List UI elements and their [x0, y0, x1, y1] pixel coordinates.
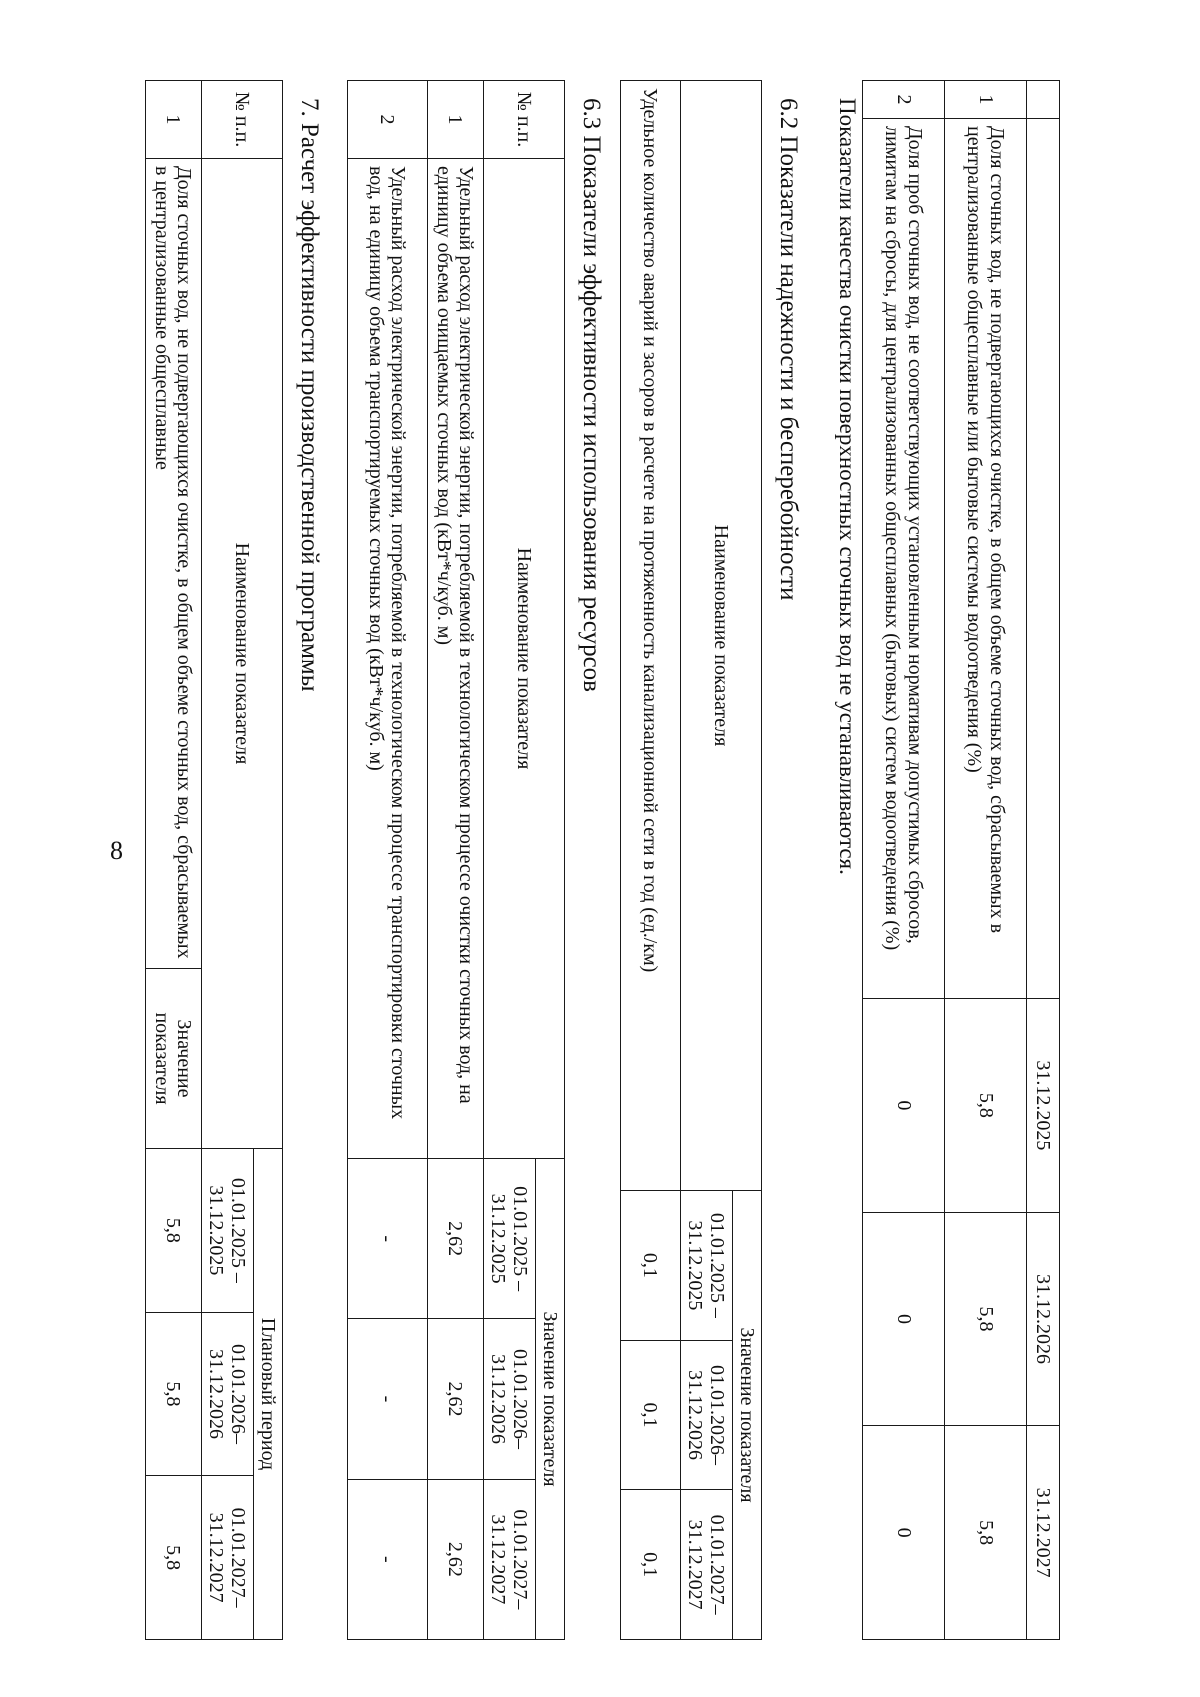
section-7-table-block: [145, 80, 283, 1640]
section-7-title: 7. Расчет эффективности производственной программы: [296, 98, 323, 692]
efficiency-table: [145, 80, 283, 1640]
value-cell: 0,1: [620, 1340, 680, 1490]
header-cell: 31.12.2027: [1027, 1426, 1060, 1640]
resources-table: [347, 80, 565, 1640]
table-row: [145, 81, 201, 1640]
header-cell: 31.12.2026: [1027, 1212, 1060, 1426]
value-cell: 2,62: [427, 1159, 483, 1319]
value-cell: 0,1: [620, 1191, 680, 1341]
period-cell: 01.01.2025 – 31.12.2025: [201, 1149, 253, 1313]
period-cell: 01.01.2026– 31.12.2026: [483, 1319, 535, 1479]
indicator-name: Доля сточных вод, не подвергающихся очистке, в общем объеме сточных вод, сбрасываемых в централизованные общесплавные или бытовые системы водоотведения (%): [945, 119, 1027, 999]
surface-water-note: Показатели качества очистки поверхностных сточных вод не устанавливаются.: [835, 98, 860, 875]
indicator-name: Удельный расход электрической энергии, потребляемой в технологическом процессе очистки сточных вод, на единицу объема очищаемых сточных вод (кВт*ч/куб. м): [427, 159, 483, 1159]
section-6-3-title: 6.3 Показатели эффективности использования ресурсов: [578, 98, 605, 692]
header-cell: [1027, 81, 1060, 119]
section-6-3-table-block: [347, 80, 565, 1640]
header-name: Наименование показателя: [680, 81, 761, 1191]
row-label: Значение показателя: [145, 969, 201, 1149]
value-cell: 0: [863, 1426, 945, 1640]
value-cell: 0: [863, 999, 945, 1213]
value-cell: 5,8: [945, 1212, 1027, 1426]
header-name: Наименование показателя: [201, 159, 282, 1149]
table-row: [347, 81, 427, 1640]
reliability-table: [620, 80, 762, 1640]
value-cell: -: [347, 1479, 427, 1639]
indicator-name: Доля проб сточных вод, не соответствующих установленным нормативам допустимых сбросов, лимитам на сбросы, для централизованных общесплавных (бытовых) систем водоотведения (%): [863, 119, 945, 999]
value-cell: 0: [863, 1212, 945, 1426]
value-cell: -: [347, 1159, 427, 1319]
indicator-name: Доля сточных вод, не подвергающихся очистке, в общем объеме сточных вод, сбрасываемых в централизованные общесплавные: [145, 159, 201, 969]
value-cell: 5,8: [945, 1426, 1027, 1640]
header-num: № п.п.: [201, 81, 282, 159]
continuation-table-block: [862, 80, 1060, 1640]
table-row: [427, 81, 483, 1640]
header-cell: [1027, 119, 1060, 999]
header-value: Значение показателя: [535, 1159, 564, 1640]
value-cell: 0,1: [620, 1490, 680, 1640]
period-cell: 01.01.2025 – 31.12.2025: [483, 1159, 535, 1319]
rotated-page-content: [151, 80, 1060, 1660]
indicator-name: Удельное количество аварий и засоров в расчете на протяженность канализационной сети в год (ед./км): [620, 81, 680, 1191]
value-cell: 2,62: [427, 1479, 483, 1639]
value-cell: 5,8: [945, 999, 1027, 1213]
row-number: 1: [145, 81, 201, 159]
table-header-row: [1027, 81, 1060, 1640]
table-row: [863, 81, 945, 1640]
section-6-2-title: 6.2 Показатели надежности и бесперебойности: [775, 98, 802, 601]
row-number: 1: [427, 81, 483, 159]
header-num: № п.п.: [483, 81, 564, 159]
header-name: Наименование показателя: [483, 159, 564, 1159]
section-6-2-table-block: [620, 80, 762, 1640]
page-number: 8: [110, 836, 123, 865]
value-cell: 2,62: [427, 1319, 483, 1479]
row-number: 1: [945, 81, 1027, 119]
period-cell: 01.01.2026– 31.12.2026: [201, 1312, 253, 1476]
table-row: [620, 81, 680, 1640]
period-cell: 01.01.2027– 31.12.2027: [483, 1479, 535, 1639]
period-cell: 01.01.2027– 31.12.2027: [201, 1476, 253, 1640]
value-cell: 5,8: [145, 1312, 201, 1476]
row-number: 2: [863, 81, 945, 119]
header-cell: 31.12.2025: [1027, 999, 1060, 1213]
table-header-row: [253, 81, 282, 1640]
header-period: Плановый период: [253, 1149, 282, 1640]
table-header-row: [535, 81, 564, 1640]
table-row: [945, 81, 1027, 1640]
table-header-row: [732, 81, 761, 1640]
value-cell: 5,8: [145, 1149, 201, 1313]
period-cell: 01.01.2026– 31.12.2026: [680, 1340, 732, 1490]
header-value: Значение показателя: [732, 1191, 761, 1640]
indicator-name: Удельный расход электрической энергии, потребляемой в технологическом процессе транспортировки сточных вод, на единицу объема транспортируемых сточных вод (кВт*ч/куб. м): [347, 159, 427, 1159]
period-cell: 01.01.2025 – 31.12.2025: [680, 1191, 732, 1341]
period-cell: 01.01.2027– 31.12.2027: [680, 1490, 732, 1640]
continuation-table: [862, 80, 1060, 1640]
row-number: 2: [347, 81, 427, 159]
value-cell: -: [347, 1319, 427, 1479]
value-cell: 5,8: [145, 1476, 201, 1640]
